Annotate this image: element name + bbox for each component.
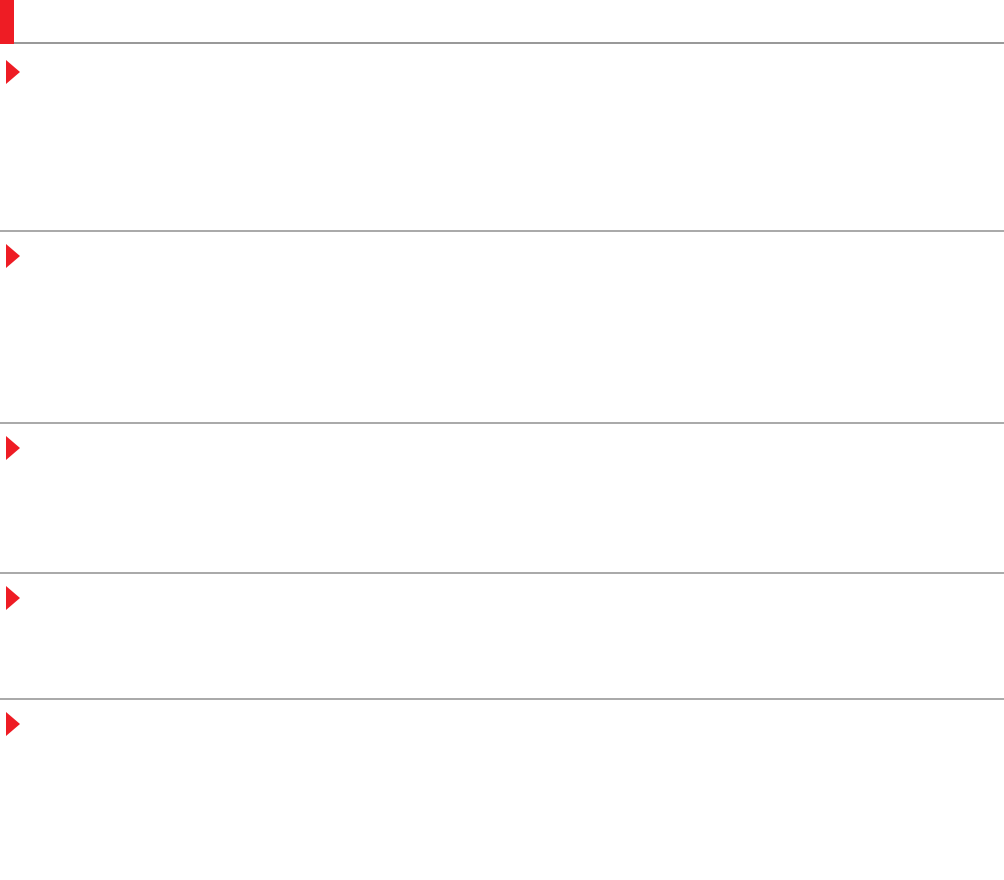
- header-accent-bar: [0, 0, 14, 44]
- section-1: [0, 46, 1004, 232]
- section-1-text: [34, 60, 724, 66]
- section-arrow-icon: [6, 436, 20, 460]
- header: [0, 0, 1004, 44]
- section-4: [0, 576, 1004, 700]
- section-arrow-icon: [6, 586, 20, 610]
- vertical-bar-chart-2: [730, 702, 1002, 878]
- section-arrow-icon: [6, 244, 20, 268]
- section-5: [0, 702, 1004, 880]
- section-arrow-icon: [6, 712, 20, 736]
- section-2: [0, 234, 1004, 424]
- section-arrow-icon: [6, 60, 20, 84]
- section-3-text: [34, 432, 724, 438]
- vertical-bar-chart-1: [740, 240, 990, 420]
- horizontal-bar-chart-2: [728, 580, 1002, 698]
- pie-chart: [786, 56, 952, 222]
- section-5-text: [34, 708, 724, 714]
- section-2-text: [34, 238, 724, 244]
- section-4-text: [34, 582, 724, 588]
- section-3: [0, 426, 1004, 574]
- horizontal-bar-chart-1: [728, 432, 1002, 572]
